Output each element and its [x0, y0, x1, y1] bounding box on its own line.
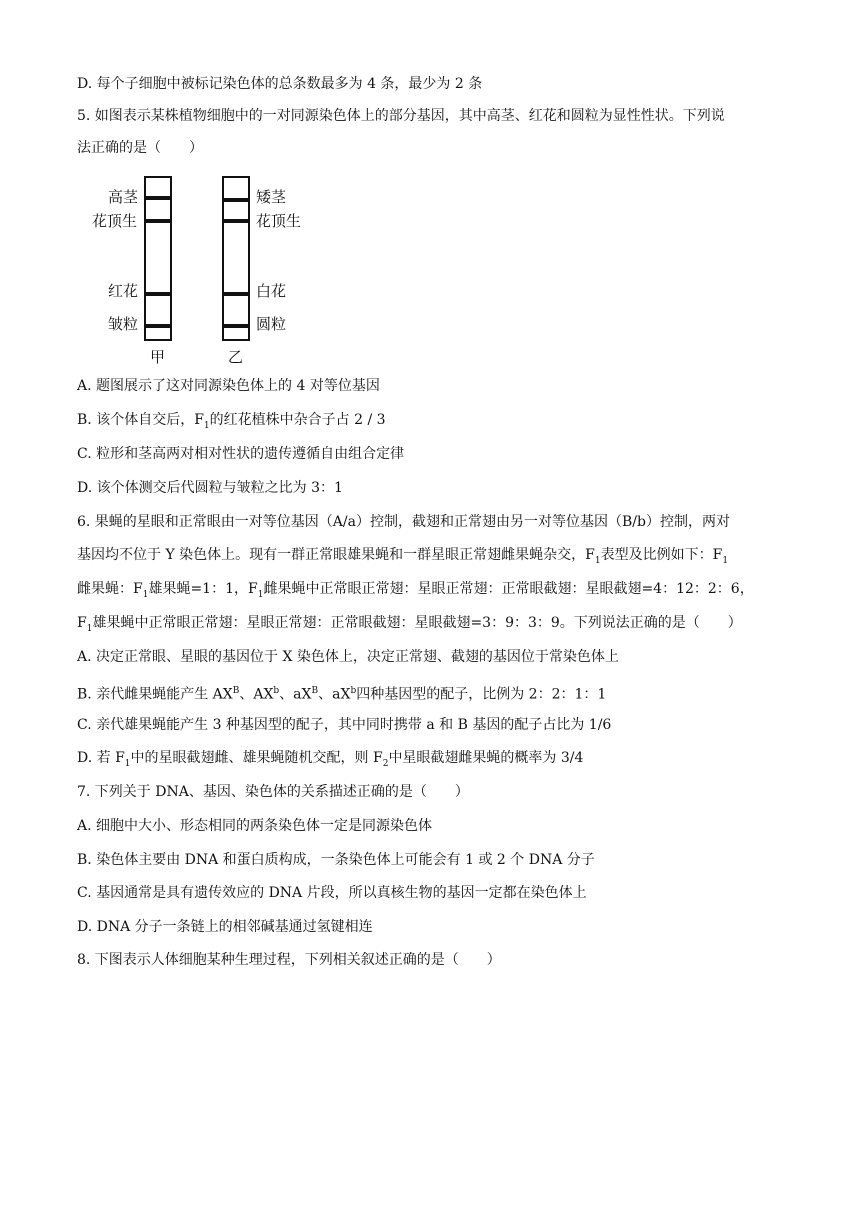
- q4-option-d: D. 每个子细胞中被标记染色体的总条数最多为 4 条，最少为 2 条: [77, 76, 483, 92]
- band-dwarf-stem: [222, 198, 250, 202]
- q7-stem: 7. 下列关于 DNA、基因、染色体的关系描述正确的是（ ）: [77, 784, 469, 800]
- gene-label-right-3: 白花: [256, 282, 287, 300]
- gene-label-right-4: 圆粒: [256, 315, 287, 333]
- band-round-seed: [222, 324, 250, 328]
- q6-stem-line2: 基因均不位于 Y 染色体上。现有一群正常眼雄果蝇和一群星眼正常翅雌果蝇杂交，$F_1$表型及比例如下：$F_1$: [77, 547, 729, 566]
- gene-label-left-2: 花顶生: [92, 212, 138, 230]
- q5-option-b: B. 该个体自交后，$F_1$的红花植株中杂合子占 2 / 3: [77, 412, 386, 431]
- gene-label-right-1: 矮茎: [256, 188, 287, 206]
- band-terminal-flower-left: [144, 219, 172, 223]
- q6-option-c: C. 亲代雄果蝇能产生 3 种基因型的配子，其中同时携带 a 和 B 基因的配子占比为 1/6: [77, 717, 612, 733]
- q5-stem-line2: 法正确的是（ ）: [77, 140, 203, 156]
- gene-label-right-2: 花顶生: [256, 212, 302, 230]
- q6-option-a: A. 决定正常眼、星眼的基因位于 X 染色体上，决定正常翅、截翅的基因位于常染色体上: [77, 649, 619, 665]
- q7-option-c: C. 基因通常是具有遗传效应的 DNA 片段，所以真核生物的基因一定都在染色体上: [77, 885, 587, 901]
- band-white-flower: [222, 292, 250, 296]
- gene-label-left-4: 皱粒: [108, 315, 139, 333]
- q6-option-d: D. 若 $F_1$中的星眼截翅雌、雄果蝇随机交配，则 $F_2$中星眼截翅雌果蝇的概率为 3/4: [77, 750, 584, 769]
- q7-option-b: B. 染色体主要由 DNA 和蛋白质构成，一条染色体上可能会有 1 或 2 个 DNA 分子: [77, 852, 595, 868]
- band-wrinkled-seed: [144, 324, 172, 328]
- homologous-chromosome-diagram: [92, 172, 320, 372]
- q6-stem-line1: 6. 果蝇的星眼和正常眼由一对等位基因（A/a）控制，截翅和正常翅由另一对等位基因（B/b）控制，两对: [77, 514, 730, 530]
- q5-stem-line1: 5. 如图表示某株植物细胞中的一对同源染色体上的部分基因，其中高茎、红花和圆粒为显性性状。下列说: [77, 108, 725, 124]
- q6-stem-line4: $F_1$雄果蝇中正常眼正常翅：星眼正常翅：正常眼截翅：星眼截翅=3：9：3：9。下列说法正确的是（ ）: [77, 615, 742, 634]
- q5-option-a: A. 题图展示了这对同源染色体上的 4 对等位基因: [77, 378, 380, 394]
- gene-label-left-3: 红花: [108, 282, 139, 300]
- chromosome-yi: [222, 176, 250, 341]
- q8-stem: 8. 下图表示人体细胞某种生理过程，下列相关叙述正确的是（ ）: [77, 952, 501, 968]
- gene-label-left-1: 高茎: [108, 188, 139, 206]
- band-tall-stem: [144, 196, 172, 200]
- caption-jia: 甲: [150, 348, 166, 366]
- q7-option-d: D. DNA 分子一条链上的相邻碱基通过氢键相连: [77, 919, 373, 935]
- q7-option-a: A. 细胞中大小、形态相同的两条染色体一定是同源染色体: [77, 818, 433, 834]
- q5-option-d: D. 该个体测交后代圆粒与皱粒之比为 3：1: [77, 480, 343, 496]
- chromosome-jia: [144, 176, 172, 341]
- q6-stem-line3: 雌果蝇：$F_1$雄果蝇=1：1，$F_1$雌果蝇中正常眼正常翅：星眼正常翅：正常眼截翅：星眼截翅=4：12：2：6，: [77, 581, 754, 600]
- q5-option-c: C. 粒形和茎高两对相对性状的遗传遵循自由组合定律: [77, 446, 405, 462]
- caption-yi: 乙: [228, 348, 244, 366]
- q6-option-b: B. 亲代雌果蝇能产生 $AX^B$、$AX^b$、$aX^B$、$aX^b$四种基因型的配子，比例为 2：2：1：1: [77, 686, 607, 703]
- band-red-flower: [144, 292, 172, 296]
- band-terminal-flower-right: [222, 219, 250, 223]
